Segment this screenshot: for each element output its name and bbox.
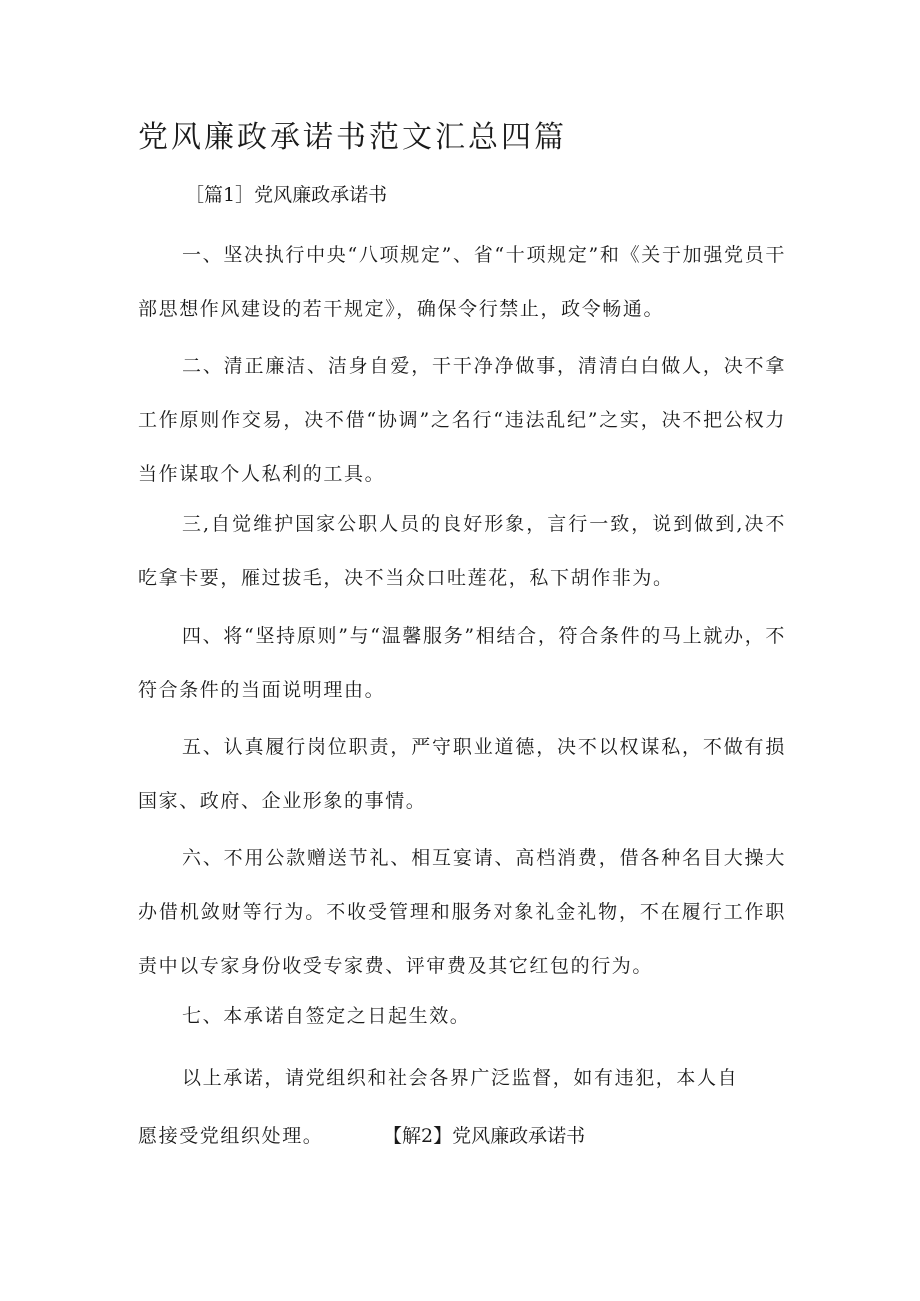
closing-paragraph-line-2: 愿接受党组织处理。 [138, 1125, 324, 1147]
document-title: 党风廉政承诺书范文汇总四篇 [138, 120, 567, 155]
paragraph-7: 七、本承诺自签定之日起生效。 [182, 1005, 471, 1027]
section-heading-1: ［篇1］党风廉政承诺书 [185, 184, 388, 206]
paragraph-6: 六、不用公款赠送节礼、相互宴请、高档消费，借各种名目大操大办借机敛财等行为。不收受管理和服务对象礼金礼物，不在履行工作职责中以专家身份收受专家费、评审费及其它红包的行为。 [138, 847, 786, 977]
paragraph-1: 一、坚决执行中央“八项规定”、省“十项规定”和《关于加强党员干部思想作风建设的若干规定》，确保令行禁止，政令畅通。 [138, 244, 786, 320]
closing-paragraph-line-1: 以上承诺，请党组织和社会各界广泛监督，如有违犯，本人自 [182, 1067, 739, 1089]
paragraph-2: 二、清正廉洁、洁身自爱，干干净净做事，清清白白做人，决不拿工作原则作交易，决不借“协调”之名行“违法乱纪”之实，决不把公权力当作谋取个人私利的工具。 [138, 355, 786, 485]
section-heading-2: 【解2】党风廉政承诺书 [383, 1125, 586, 1147]
paragraph-5: 五、认真履行岗位职责，严守职业道德，决不以权谋私，不做有损国家、政府、企业形象的事情。 [138, 736, 786, 812]
paragraph-4: 四、将“坚持原则”与“温馨服务”相结合，符合条件的马上就办，不符合条件的当面说明理由。 [138, 625, 786, 701]
paragraph-3: 三,自觉维护国家公职人员的良好形象，言行一致，说到做到,决不吃拿卡要，雁过拔毛，决不当众口吐莲花，私下胡作非为。 [138, 513, 786, 589]
